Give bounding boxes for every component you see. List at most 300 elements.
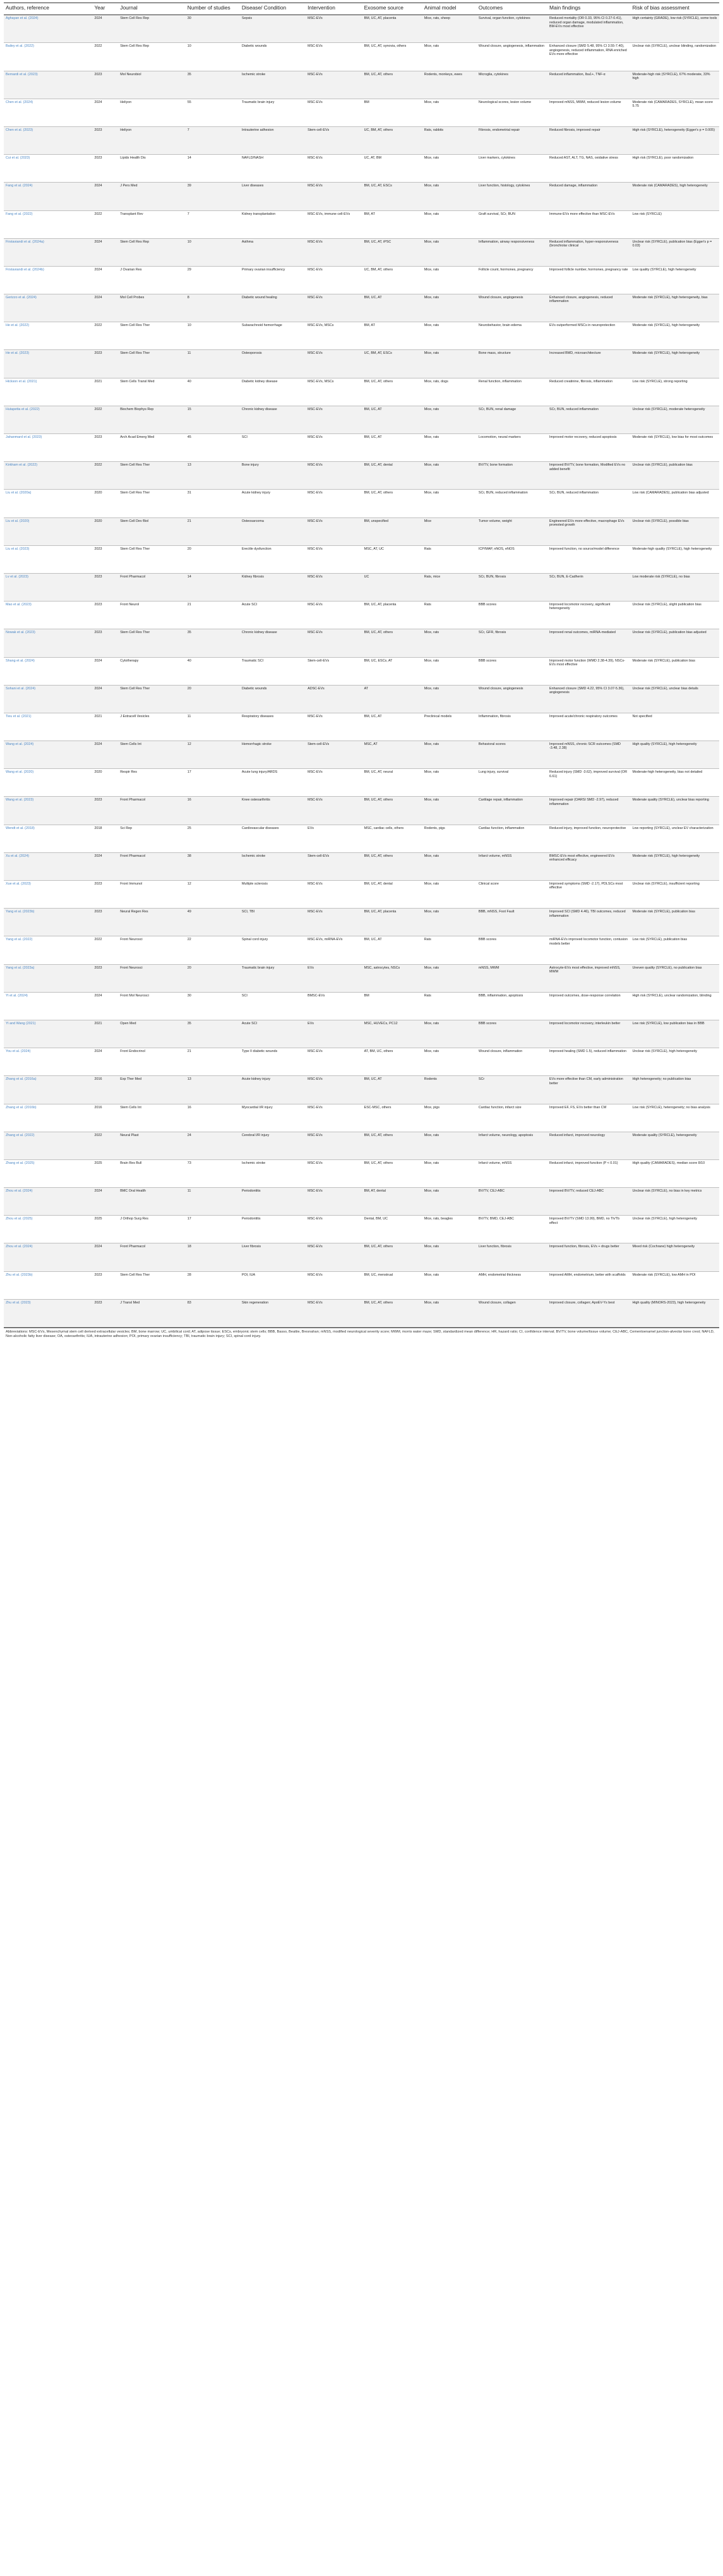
table-row — [4, 15, 719, 43]
table-row — [4, 713, 719, 741]
cell-authors[interactable]: He et al. (2023) — [4, 350, 92, 378]
cell-exosome-source: MSC, cardiac cells, others — [362, 825, 422, 852]
cell-animal-model: Mice, rats — [422, 322, 477, 350]
cell-journal: Neural Plast — [118, 1132, 186, 1159]
cell-intervention: MSC-EVs — [306, 1271, 362, 1299]
cell-animal-model: Mice, rats — [422, 1132, 477, 1159]
cell-authors[interactable]: Xue et al. (2023) — [4, 881, 92, 909]
cell-risk-of-bias: Unclear risk (SYRCLE), unclear blinding, randomization — [630, 43, 719, 71]
cell-disease-condition: Bone injury — [240, 462, 306, 490]
cell-authors[interactable]: Jahanmard et al. (2023) — [4, 434, 92, 462]
cell-authors[interactable]: Zhou et al. (2024) — [4, 1188, 92, 1216]
cell-risk-of-bias: Unclear risk (SYRCLE), publication bias adjusted — [630, 629, 719, 657]
cell-year: 2025 — [92, 1216, 118, 1243]
cell-main-findings: BMSC-EVs most effective, engineered EVs enhanced efficacy — [547, 852, 630, 880]
cell-main-findings: Reduced inflammation, hyper-responsiveness (bronchiolar clinical — [547, 238, 630, 266]
cell-disease-condition: Sepsis — [240, 15, 306, 43]
cell-authors[interactable]: Hutapetta et al. (2022) — [4, 406, 92, 433]
cell-number-of-studies: 24 — [186, 1132, 240, 1159]
cell-animal-model: Mice, rats — [422, 238, 477, 266]
cell-exosome-source: BM, UC, AT, dental — [362, 881, 422, 909]
cell-outcomes: Follicle count, hormones, pregnancy — [477, 266, 547, 294]
cell-journal: Heliyon — [118, 126, 186, 154]
cell-year: 2023 — [92, 126, 118, 154]
cell-risk-of-bias: High heterogeneity; no publication bias — [630, 1076, 719, 1104]
cell-risk-of-bias: Uneven quality (SYRCLE), no publication bias — [630, 964, 719, 992]
cell-risk-of-bias: High certainty (GRADE), low risk (SYRCLE), some tools — [630, 15, 719, 43]
cell-disease-condition: Acute kidney injury — [240, 490, 306, 517]
cell-risk-of-bias: Moderate-high quality (SYRCLE), high heterogeneity — [630, 545, 719, 573]
cell-journal: Neural Regen Res — [118, 909, 186, 936]
cell-intervention: MSC-EVs — [306, 1104, 362, 1132]
cell-risk-of-bias: Moderate-high risk (SYRCLE), 67% moderate, 33% high — [630, 71, 719, 99]
cell-journal: BMC Oral Health — [118, 1188, 186, 1216]
cell-authors[interactable]: He et al. (2022) — [4, 322, 92, 350]
cell-exosome-source: BM — [362, 99, 422, 126]
cell-outcomes: Clinical score — [477, 881, 547, 909]
cell-animal-model: Rodents — [422, 1076, 477, 1104]
cell-intervention: BMSC-EVs — [306, 992, 362, 1020]
cell-animal-model: Mice, rats — [422, 462, 477, 490]
cell-intervention: Stem-cell-EVs — [306, 852, 362, 880]
table-row — [4, 1048, 719, 1076]
cell-outcomes: Infarct volume, mNSS — [477, 1159, 547, 1187]
cell-authors[interactable]: Lv et al. (2023) — [4, 573, 92, 601]
cell-exosome-source: BM, AT — [362, 210, 422, 238]
cell-risk-of-bias: Unclear risk (SYRCLE), possible bias — [630, 517, 719, 545]
table-row — [4, 1299, 719, 1327]
cell-risk-of-bias: Moderate risk (SYRCLE), high heterogeneity — [630, 322, 719, 350]
cell-authors[interactable]: Firstaviandi et al. (2024b) — [4, 266, 92, 294]
cell-outcomes: Bone mass, structure — [477, 350, 547, 378]
cell-animal-model: Rats — [422, 936, 477, 964]
table-row — [4, 1104, 719, 1132]
cell-intervention: MSC-EVs — [306, 1299, 362, 1327]
cell-exosome-source: BM, UC, AT, others — [362, 1132, 422, 1159]
cell-risk-of-bias: High risk (SYRCLE), poor randomization — [630, 155, 719, 183]
cell-authors[interactable]: Xu et al. (2024) — [4, 852, 92, 880]
cell-animal-model: Mice, rats — [422, 657, 477, 685]
cell-animal-model: Mice, rats — [422, 1271, 477, 1299]
cell-main-findings: Reduced AST, ALT, TG, NAS, oxidative stress — [547, 155, 630, 183]
table-row — [4, 462, 719, 490]
cell-animal-model: Mice, rats — [422, 406, 477, 433]
cell-animal-model: Mice, rats — [422, 1243, 477, 1271]
cell-authors[interactable]: Mao et al. (2023) — [4, 602, 92, 629]
cell-authors[interactable]: Cui et al. (2023) — [4, 155, 92, 183]
cell-journal: Stem Cells Int — [118, 741, 186, 769]
cell-journal: Front Pharmacol — [118, 797, 186, 825]
cell-exosome-source: BM, UC, AT, others — [362, 852, 422, 880]
cell-number-of-studies: 40 — [186, 378, 240, 406]
cell-risk-of-bias: Unclear risk (SYRCLE), publication bias — [630, 462, 719, 490]
cell-risk-of-bias: Moderate risk (SYRCLE), low AMH in POI — [630, 1271, 719, 1299]
cell-risk-of-bias: Moderate risk (SYRCLE), publication bias — [630, 657, 719, 685]
cell-intervention: MSC-EVs — [306, 517, 362, 545]
cell-authors[interactable]: Firstaviandi et al. (2024a) — [4, 238, 92, 266]
table-row — [4, 266, 719, 294]
cell-disease-condition: Skin regeneration — [240, 1299, 306, 1327]
cell-authors[interactable]: Wang et al. (2023) — [4, 797, 92, 825]
cell-outcomes: Wound closure, inflammation — [477, 1048, 547, 1076]
cell-animal-model: Mice, rats — [422, 99, 477, 126]
table-row — [4, 1271, 719, 1299]
cell-number-of-studies: 39 — [186, 183, 240, 210]
cell-risk-of-bias: Low risk (SYRCLE), low publication bias in BBB — [630, 1020, 719, 1048]
column-header-main-findings: Main findings — [547, 3, 630, 15]
cell-authors[interactable]: Wendt et al. (2018) — [4, 825, 92, 852]
cell-authors[interactable]: Wang et al. (2020) — [4, 769, 92, 797]
cell-exosome-source: BM, UC, AT, others — [362, 490, 422, 517]
cell-outcomes: Wound closure, angiogenesis, inflammation — [477, 43, 547, 71]
cell-year: 2024 — [92, 657, 118, 685]
cell-number-of-studies: 55 — [186, 99, 240, 126]
cell-authors[interactable]: Chen et al. (2024) — [4, 99, 92, 126]
cell-main-findings: Improved healing (SMD 1.5), reduced inflammation — [547, 1048, 630, 1076]
table-row — [4, 936, 719, 964]
cell-outcomes: ICP/MAP, nNOS, eNOS — [477, 545, 547, 573]
cell-main-findings: Improved BV/TV, bone formation, Modified EVs no added benefit — [547, 462, 630, 490]
cell-number-of-studies: 31 — [186, 490, 240, 517]
cell-animal-model: Mice, rats — [422, 266, 477, 294]
cell-outcomes: Graft survival, SCr, BUN — [477, 210, 547, 238]
cell-journal: Front Neurosci — [118, 964, 186, 992]
cell-intervention: ADSC-EVs — [306, 685, 362, 713]
cell-outcomes: Cartilage repair, inflammation — [477, 797, 547, 825]
cell-intervention: MSC-EVs, immune cell-EVs — [306, 210, 362, 238]
cell-main-findings: Reduced inflammation, Iba1+, TNF-α — [547, 71, 630, 99]
cell-authors[interactable]: Zhang et al. (2025) — [4, 1159, 92, 1187]
cell-authors[interactable]: Yi and Wang (2021) — [4, 1020, 92, 1048]
column-header-animal-model: Animal model — [422, 3, 477, 15]
cell-outcomes: Behavioral scores — [477, 741, 547, 769]
cell-authors[interactable]: Aghayan et al. (2024) — [4, 15, 92, 43]
column-header-number-of-studies: Number of studies — [186, 3, 240, 15]
cell-year: 2020 — [92, 517, 118, 545]
table-row — [4, 155, 719, 183]
cell-exosome-source: BM, UC, AT, placenta — [362, 602, 422, 629]
cell-year: 2023 — [92, 434, 118, 462]
cell-intervention: MSC-EVs, MSCs — [306, 322, 362, 350]
cell-year: 2022 — [92, 210, 118, 238]
cell-disease-condition: Asthma — [240, 238, 306, 266]
cell-authors[interactable]: Bailey et al. (2022) — [4, 43, 92, 71]
cell-number-of-studies: 18 — [186, 1243, 240, 1271]
cell-number-of-studies: 14 — [186, 573, 240, 601]
cell-journal: Arch Acad Emerg Med — [118, 434, 186, 462]
cell-authors[interactable]: Yang et al. (2022) — [4, 936, 92, 964]
cell-risk-of-bias: Moderate quality (SYRCLE), heterogeneity — [630, 1132, 719, 1159]
cell-disease-condition: Type II diabetic wounds — [240, 1048, 306, 1076]
cell-authors[interactable]: Hickson et al. (2021) — [4, 378, 92, 406]
cell-exosome-source: MSC, AT, UC — [362, 545, 422, 573]
cell-intervention: MSC-EVs — [306, 713, 362, 741]
cell-main-findings: Improved EF, FS, EVs better than CM — [547, 1104, 630, 1132]
cell-risk-of-bias: Moderate quality (SYRCLE), unclear bias reporting — [630, 797, 719, 825]
cell-outcomes: SCr, GFR, fibrosis — [477, 629, 547, 657]
cell-risk-of-bias: High quality (SYRCLE), high heterogeneity — [630, 741, 719, 769]
cell-outcomes: Cardiac function, infarct size — [477, 1104, 547, 1132]
cell-intervention: MSC-EVs — [306, 406, 362, 433]
cell-journal: Heliyon — [118, 99, 186, 126]
cell-year: 2024 — [92, 266, 118, 294]
cell-number-of-studies: 30 — [186, 15, 240, 43]
cell-exosome-source: BM, UC, AT — [362, 406, 422, 433]
cell-animal-model: Mice, rats — [422, 1299, 477, 1327]
cell-journal: Sci Rep — [118, 825, 186, 852]
cell-exosome-source: BM, UC, AT, ESCs — [362, 183, 422, 210]
table-row — [4, 741, 719, 769]
cell-outcomes: mNSS, MWM — [477, 964, 547, 992]
cell-outcomes: SCr, BUN, renal damage — [477, 406, 547, 433]
cell-disease-condition: Ischemic stroke — [240, 71, 306, 99]
cell-animal-model: Mice, rats — [422, 210, 477, 238]
cell-main-findings: Improved acute/chronic respiratory outcomes — [547, 713, 630, 741]
cell-year: 2016 — [92, 1104, 118, 1132]
cell-authors[interactable]: Kirkham et al. (2022) — [4, 462, 92, 490]
cell-outcomes: Survival, organ function, cytokines — [477, 15, 547, 43]
cell-authors[interactable]: Tieu et al. (2021) — [4, 713, 92, 741]
cell-main-findings: Improved BV/TV, reduced CEJ-ABC — [547, 1188, 630, 1216]
cell-disease-condition: Osteoporosis — [240, 350, 306, 378]
cell-main-findings: Improved closure, collagen; ApoEV-Ys best — [547, 1299, 630, 1327]
cell-number-of-studies: 17 — [186, 1216, 240, 1243]
cell-intervention: MSC-EVs — [306, 71, 362, 99]
cell-intervention: MSC-EVs — [306, 797, 362, 825]
cell-risk-of-bias: Moderate risk (CAMARADES), high heterogeneity — [630, 183, 719, 210]
cell-main-findings: Astrocyte-EVs most effective, improved mNSS, MWM — [547, 964, 630, 992]
cell-intervention: MSC-EVs — [306, 434, 362, 462]
cell-exosome-source: BM, UC, AT, others — [362, 378, 422, 406]
cell-animal-model: Rats — [422, 602, 477, 629]
cell-exosome-source: BM, UC, AT — [362, 434, 422, 462]
cell-exosome-source: BM, UC, AT, others — [362, 629, 422, 657]
cell-exosome-source: BM, UC, menstrual — [362, 1271, 422, 1299]
cell-main-findings: Improved AMH, endometrium, better with scaffolds — [547, 1271, 630, 1299]
cell-disease-condition: Acute kidney injury — [240, 1076, 306, 1104]
cell-authors[interactable]: You et al. (2024) — [4, 1048, 92, 1076]
cell-risk-of-bias: Moderate-high heterogeneity, bias not detailed — [630, 769, 719, 797]
cell-authors[interactable]: Fang et al. (2022) — [4, 210, 92, 238]
cell-number-of-studies: 15 — [186, 406, 240, 433]
cell-main-findings: Reduced infarct, improved function (P < 0.01) — [547, 1159, 630, 1187]
cell-exosome-source: MSC, AT — [362, 741, 422, 769]
cell-main-findings: Reduced fibrosis, improved repair — [547, 126, 630, 154]
cell-journal: Stem Cell Res Rep — [118, 238, 186, 266]
cell-main-findings: Improved BV/TV (SMD 13.99), BMD, no Th/Tb effect — [547, 1216, 630, 1243]
cell-authors[interactable]: Liu et al. (2020a) — [4, 490, 92, 517]
cell-risk-of-bias: Mixed risk (Cochrane) high heterogeneity — [630, 1243, 719, 1271]
cell-authors[interactable]: Zhu et al. (2023b) — [4, 1271, 92, 1299]
cell-journal: Transplant Rev — [118, 210, 186, 238]
cell-animal-model: Rats, mice — [422, 573, 477, 601]
cell-authors[interactable]: Zhang et al. (2016a) — [4, 1076, 92, 1104]
cell-main-findings: Improved follicle number, hormones, pregnancy rate — [547, 266, 630, 294]
cell-authors[interactable]: Shang et al. (2024) — [4, 657, 92, 685]
cell-outcomes: Fibrosis, endometrial repair — [477, 126, 547, 154]
cell-number-of-studies: 20 — [186, 545, 240, 573]
cell-main-findings: Improved function, fibrosis, EVs + drugs better — [547, 1243, 630, 1271]
cell-exosome-source: ESC-MSC, others — [362, 1104, 422, 1132]
cell-main-findings: Reduced damage, inflammation — [547, 183, 630, 210]
cell-main-findings: Reduced injury (SMD -3.62), improved survival (OR 6.61) — [547, 769, 630, 797]
cell-exosome-source: BM, UC, AT, others — [362, 71, 422, 99]
cell-main-findings: Improved motor function (WMD 2.38-4.39), NSCs-EVs most effective — [547, 657, 630, 685]
cell-outcomes: Wound closure, angiogenesis — [477, 685, 547, 713]
cell-authors[interactable]: Yang et al. (2023b) — [4, 909, 92, 936]
cell-intervention: MSC-EVs — [306, 99, 362, 126]
cell-animal-model: Mice, rats — [422, 797, 477, 825]
cell-number-of-studies: 21 — [186, 1048, 240, 1076]
column-header-disease-condition: Disease/ Condition — [240, 3, 306, 15]
cell-journal: Front Neurosci — [118, 936, 186, 964]
cell-authors[interactable]: Liu et al. (2023) — [4, 545, 92, 573]
cell-disease-condition: Kidney fibrosis — [240, 573, 306, 601]
column-header-journal: Journal — [118, 3, 186, 15]
cell-animal-model: Rodents, monkeys, ewes — [422, 71, 477, 99]
cell-authors[interactable]: Gerizzo et al. (2024) — [4, 294, 92, 322]
cell-disease-condition: Ischemic stroke — [240, 852, 306, 880]
column-header-year: Year — [92, 3, 118, 15]
cell-authors[interactable]: Bernardi et al. (2023) — [4, 71, 92, 99]
cell-year: 2023 — [92, 155, 118, 183]
cell-authors[interactable]: Yang et al. (2023a) — [4, 964, 92, 992]
cell-authors[interactable]: Yi et al. (2024) — [4, 992, 92, 1020]
cell-authors[interactable]: Wang et al. (2024) — [4, 741, 92, 769]
cell-intervention: MSC-EVs — [306, 294, 362, 322]
cell-journal: Lipids Health Dis — [118, 155, 186, 183]
cell-disease-condition: Cardiovascular diseases — [240, 825, 306, 852]
cell-journal: J Extracell Vesicles — [118, 713, 186, 741]
cell-animal-model: Mice, rats — [422, 1048, 477, 1076]
cell-journal: Front Immunol — [118, 881, 186, 909]
cell-intervention: MSC-EVs, miRNA-EVs — [306, 936, 362, 964]
cell-risk-of-bias: Moderate risk (CAMARADES, SYRCLE), mean score 5.75 — [630, 99, 719, 126]
cell-year: 2024 — [92, 15, 118, 43]
cell-animal-model: Mice, rats — [422, 881, 477, 909]
cell-main-findings: Improved function, no source/model difference — [547, 545, 630, 573]
cell-outcomes: BBB scores — [477, 602, 547, 629]
cell-authors[interactable]: Chen et al. (2023) — [4, 126, 92, 154]
cell-disease-condition: Traumatic brain injury — [240, 964, 306, 992]
cell-main-findings: Improved locomotor recovery, interleukin better — [547, 1020, 630, 1048]
table-row — [4, 769, 719, 797]
cell-exosome-source: BM, UC, AT — [362, 936, 422, 964]
cell-disease-condition: Intrauterine adhesion — [240, 126, 306, 154]
cell-risk-of-bias: Unclear risk (SYRCLE), moderate heterogeneity — [630, 406, 719, 433]
cell-journal: Stem Cell Res Ther — [118, 1271, 186, 1299]
cell-number-of-studies: 45 — [186, 434, 240, 462]
cell-risk-of-bias: Unclear risk (SYRCLE), no bias in key metrics — [630, 1188, 719, 1216]
cell-disease-condition: Chronic kidney disease — [240, 629, 306, 657]
cell-year: 2023 — [92, 881, 118, 909]
cell-disease-condition: Diabetic wound healing — [240, 294, 306, 322]
cell-year: 2023 — [92, 1299, 118, 1327]
cell-outcomes: Lung injury, survival — [477, 769, 547, 797]
cell-main-findings: Enhanced closure (SMD 5.48, 95% CI 3.55-7.40), angiogenesis, reduced inflammation, RNA enriched EVs more effective — [547, 43, 630, 71]
table-row — [4, 490, 719, 517]
cell-risk-of-bias: Low risk (CAMARADES), publication bias adjusted — [630, 490, 719, 517]
table-row — [4, 964, 719, 992]
cell-disease-condition: Periodontitis — [240, 1216, 306, 1243]
cell-authors[interactable]: Zhou et al. (2025) — [4, 1216, 92, 1243]
cell-authors[interactable]: Liu et al. (2020) — [4, 517, 92, 545]
header-row — [4, 3, 719, 15]
cell-number-of-studies: 21 — [186, 517, 240, 545]
cell-number-of-studies: 10 — [186, 322, 240, 350]
table-header — [4, 3, 719, 15]
cell-main-findings: Enhanced closure (SMD 4.22, 95% CI 3.07-5.36), angiogenesis — [547, 685, 630, 713]
cell-main-findings: Improved mNSS, MWM, reduced lesion volume — [547, 99, 630, 126]
cell-main-findings: Improved motor recovery, reduced apoptosis — [547, 434, 630, 462]
cell-journal: J Transl Med — [118, 1299, 186, 1327]
cell-number-of-studies: 8 — [186, 294, 240, 322]
cell-number-of-studies: 30 — [186, 992, 240, 1020]
cell-number-of-studies: 20 — [186, 964, 240, 992]
cell-animal-model: Mice, pigs — [422, 1104, 477, 1132]
cell-exosome-source: Dental, BM, UC — [362, 1216, 422, 1243]
cell-exosome-source: BM, UC, AT, placenta — [362, 909, 422, 936]
table-row — [4, 881, 719, 909]
table-row — [4, 657, 719, 685]
cell-year: 2024 — [92, 238, 118, 266]
cell-risk-of-bias: High risk (SYRCLE), heterogeneity (Egger's p = 0.005) — [630, 126, 719, 154]
cell-number-of-studies: 35 — [186, 1020, 240, 1048]
cell-animal-model: Mice, rats — [422, 852, 477, 880]
cell-disease-condition: Hemorrhagic stroke — [240, 741, 306, 769]
cell-outcomes: AMH, endometrial thickness — [477, 1271, 547, 1299]
cell-authors[interactable]: Zhu et al. (2023) — [4, 1299, 92, 1327]
cell-journal: Exp Ther Med — [118, 1076, 186, 1104]
table-row — [4, 825, 719, 852]
cell-year: 2021 — [92, 378, 118, 406]
cell-journal: Stem Cell Res Ther — [118, 685, 186, 713]
cell-outcomes: Liver function, histology, cytokines — [477, 183, 547, 210]
cell-number-of-studies: 28 — [186, 1271, 240, 1299]
cell-disease-condition: SCI — [240, 992, 306, 1020]
cell-main-findings: Improved SCI (SMD 4.46), TBI outcomes, reduced inflammation — [547, 909, 630, 936]
cell-journal: Stem Cell Res Ther — [118, 322, 186, 350]
cell-journal: Open Med — [118, 1020, 186, 1048]
table-body — [4, 15, 719, 1327]
cell-journal: Stem Cell Res Rep — [118, 15, 186, 43]
cell-year: 2024 — [92, 1048, 118, 1076]
cell-main-findings: Improved symptoms (SMD -2.17), PDLSCs most effective — [547, 881, 630, 909]
cell-risk-of-bias: Low risk (SYRCLE), strong reporting — [630, 378, 719, 406]
cell-main-findings: Reduced infarct, improved neurology — [547, 1132, 630, 1159]
cell-year: 2018 — [92, 825, 118, 852]
cell-authors[interactable]: Zhou et al. (2024) — [4, 1243, 92, 1271]
table-row — [4, 545, 719, 573]
cell-exosome-source: BM — [362, 992, 422, 1020]
cell-risk-of-bias: Low risk (SYRCLE) — [630, 210, 719, 238]
cell-intervention: Stem-cell-EVs — [306, 126, 362, 154]
cell-main-findings: Enhanced closure, angiogenesis, reduced inflammation — [547, 294, 630, 322]
cell-disease-condition: Kidney transplantation — [240, 210, 306, 238]
table-row — [4, 992, 719, 1020]
cell-year: 2023 — [92, 1271, 118, 1299]
cell-exosome-source: BM, UC, AT, dental — [362, 462, 422, 490]
cell-authors[interactable]: Fang et al. (2024) — [4, 183, 92, 210]
cell-disease-condition: Acute lung injury/ARDS — [240, 769, 306, 797]
cell-authors[interactable]: Sohani et al. (2024) — [4, 685, 92, 713]
table-row — [4, 378, 719, 406]
cell-authors[interactable]: Nowak et al. (2023) — [4, 629, 92, 657]
cell-authors[interactable]: Zhang et al. (2016b) — [4, 1104, 92, 1132]
cell-exosome-source: AT — [362, 685, 422, 713]
cell-authors[interactable]: Zhang et al. (2022) — [4, 1132, 92, 1159]
cell-exosome-source: BM, UC, AT, others — [362, 1159, 422, 1187]
